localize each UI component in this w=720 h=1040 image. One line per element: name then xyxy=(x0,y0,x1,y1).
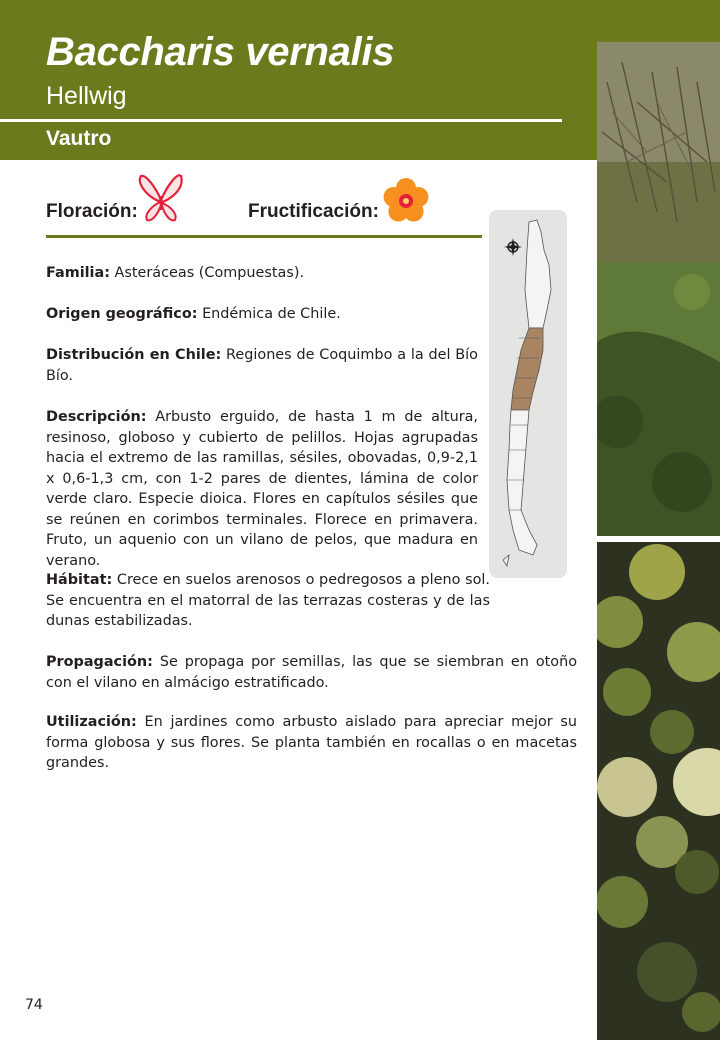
scientific-name: Baccharis vernalis xyxy=(46,30,395,74)
common-name: Vautro xyxy=(46,127,112,150)
page-number: 74 xyxy=(25,997,43,1013)
author-name: Hellwig xyxy=(46,82,127,110)
description-paragraph xyxy=(46,407,478,571)
origin-label: Origen geográfico: xyxy=(46,306,198,322)
family-value: Asteráceas (Compuestas). xyxy=(114,265,305,281)
header-band-extension xyxy=(597,0,720,42)
compass-icon xyxy=(504,238,522,256)
family-paragraph xyxy=(46,263,478,284)
butterfly-icon xyxy=(138,170,184,226)
distribution-value: Regiones de Coquimbo a la del Bío Bío. xyxy=(46,347,478,384)
chile-north-region xyxy=(525,220,551,328)
flower-closeup-photo xyxy=(597,542,720,1040)
distribution-paragraph xyxy=(46,345,478,386)
habitat-value: Crece en suelos arenosos o pedregosos a pleno sol. Se encuentra en el matorral de las terrazas costeras y de las dunas estabilizadas. xyxy=(46,572,490,629)
header-divider xyxy=(0,119,562,122)
uses-value: En jardines como arbusto aislado para apreciar mejor su forma globosa y sus flores. Se planta también en rocallas o en macetas grandes. xyxy=(46,714,577,771)
description-value: Arbusto erguido, de hasta 1 m de altura, resinoso, globoso y cubierto de pelillos. Hojas agrupadas hacia el extremo de las ramillas, sésiles, obovadas, 0,9-2,1 x 0,6-1,3 cm, con 1-2 pares de dientes, lámina de color verde claro. Especie dioica. Flores en capítulos sésiles que se reúnen en corimbos terminales. Florece en primavera. Fruto, un aquenio con un vilano de pelos, que madura en verano. xyxy=(46,409,479,569)
habitat-label: Hábitat: xyxy=(46,572,113,588)
origin-value: Endémica de Chile. xyxy=(202,306,341,322)
flowering-label: Floración: xyxy=(46,201,138,222)
fruiting-label: Fructificación: xyxy=(248,201,379,222)
distribution-label: Distribución en Chile: xyxy=(46,347,222,363)
propagation-paragraph xyxy=(46,652,577,693)
origin-paragraph xyxy=(46,304,478,325)
uses-label: Utilización: xyxy=(46,714,137,730)
propagation-value: Se propaga por semillas, las que se siembran en otoño con el vilano en almácigo estratificado. xyxy=(46,654,578,691)
uses-paragraph xyxy=(46,712,577,774)
distribution-map xyxy=(489,210,567,578)
chile-south-region xyxy=(507,410,537,555)
family-label: Familia: xyxy=(46,265,110,281)
shrub-habit-photo xyxy=(597,42,720,536)
propagation-label: Propagación: xyxy=(46,654,153,670)
description-label: Descripción: xyxy=(46,409,147,425)
chile-highlighted-range xyxy=(511,328,543,410)
flower-icon xyxy=(380,176,432,226)
section-divider xyxy=(46,235,482,238)
habitat-paragraph xyxy=(46,570,490,632)
